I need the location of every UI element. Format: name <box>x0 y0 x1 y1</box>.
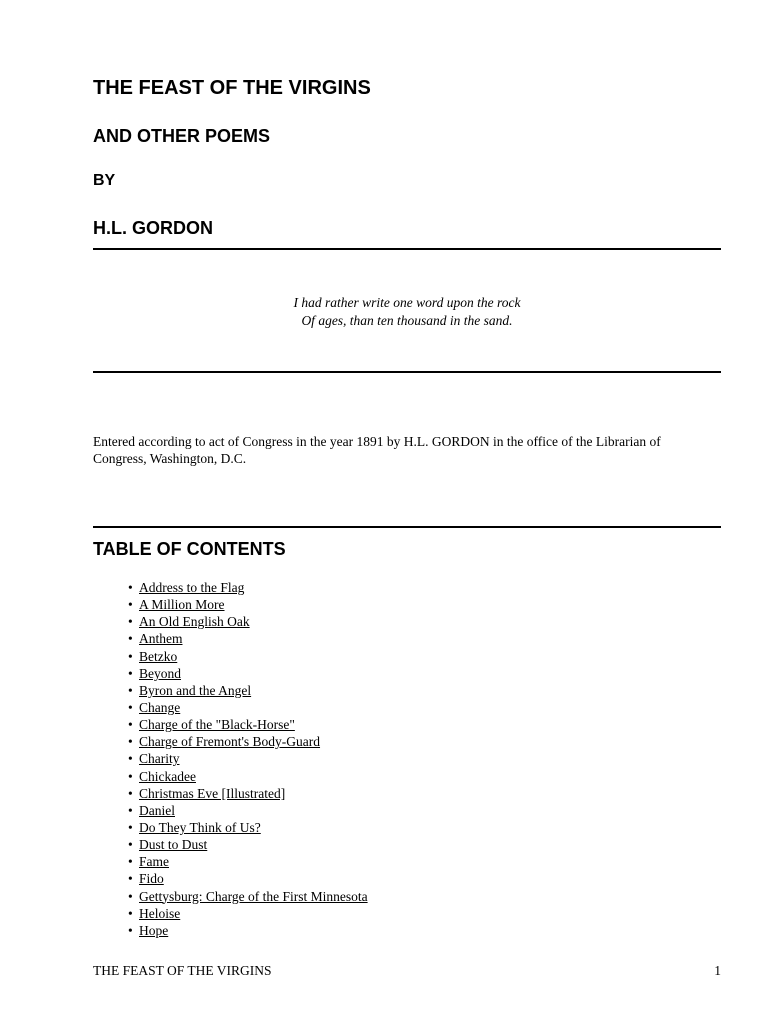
toc-link[interactable]: Change <box>139 699 181 715</box>
toc-item <box>128 785 368 802</box>
toc-item <box>128 733 368 750</box>
toc-link[interactable]: A Million More <box>139 597 225 613</box>
toc-item <box>128 802 368 819</box>
bullet-icon: • <box>128 802 133 818</box>
toc-item <box>128 870 368 887</box>
book-title: THE FEAST OF THE VIRGINS <box>93 77 371 99</box>
bullet-icon: • <box>128 648 133 664</box>
toc-item <box>128 836 368 853</box>
bullet-icon: • <box>128 614 133 630</box>
epigraph <box>93 294 721 330</box>
toc-item <box>128 665 368 682</box>
bullet-icon: • <box>128 905 133 921</box>
toc-item <box>128 888 368 905</box>
bullet-icon: • <box>128 922 133 938</box>
bullet-icon: • <box>128 580 133 595</box>
toc-item <box>128 819 368 836</box>
toc-link[interactable]: Heloise <box>139 905 181 921</box>
bullet-icon: • <box>128 597 133 613</box>
toc-link[interactable]: Christmas Eve [Illustrated] <box>139 785 286 801</box>
toc-link[interactable]: Hope <box>139 922 169 938</box>
divider-rule <box>93 248 721 250</box>
toc-link[interactable]: An Old English Oak <box>139 614 250 630</box>
bullet-icon: • <box>128 854 133 870</box>
bullet-icon: • <box>128 837 133 853</box>
toc-link[interactable]: Address to the Flag <box>139 580 245 595</box>
bullet-icon: • <box>128 665 133 681</box>
toc-item <box>128 579 368 596</box>
bullet-icon: • <box>128 871 133 887</box>
toc-item <box>128 853 368 870</box>
toc-link[interactable]: Byron and the Angel <box>139 682 252 698</box>
toc-item <box>128 613 368 630</box>
toc-link[interactable]: Gettysburg: Charge of the First Minnesota <box>139 888 368 904</box>
toc-link[interactable]: Charge of the "Black-Horse" <box>139 717 295 733</box>
divider-rule <box>93 371 721 373</box>
toc-link[interactable]: Charity <box>139 751 180 767</box>
toc-item <box>128 682 368 699</box>
toc-link[interactable]: Fido <box>139 871 164 887</box>
toc-list <box>128 579 368 939</box>
bullet-icon: • <box>128 631 133 647</box>
toc-link[interactable]: Anthem <box>139 631 183 647</box>
toc-link[interactable]: Do They Think of Us? <box>139 819 261 835</box>
toc-link[interactable]: Betzko <box>139 648 178 664</box>
toc-item <box>128 648 368 665</box>
author-name: H.L. GORDON <box>93 218 213 238</box>
toc-link[interactable]: Fame <box>139 854 169 870</box>
toc-item <box>128 750 368 767</box>
toc-item <box>128 905 368 922</box>
bullet-icon: • <box>128 717 133 733</box>
toc-link[interactable]: Charge of Fremont's Body-Guard <box>139 734 321 750</box>
footer-running-title: THE FEAST OF THE VIRGINS <box>93 963 272 978</box>
toc-link[interactable]: Chickadee <box>139 768 196 784</box>
toc-item <box>128 630 368 647</box>
bullet-icon: • <box>128 785 133 801</box>
bullet-icon: • <box>128 768 133 784</box>
bullet-icon: • <box>128 682 133 698</box>
toc-item <box>128 716 368 733</box>
bullet-icon: • <box>128 734 133 750</box>
epigraph-line: I had rather write one word upon the rock <box>293 295 521 310</box>
book-subtitle: AND OTHER POEMS <box>93 126 271 146</box>
divider-rule <box>93 526 721 528</box>
copyright-notice: Entered according to act of Congress in the year 1891 by H.L. GORDON in the office of the Librarian of Congress, Washington, D.C. <box>93 434 661 466</box>
bullet-icon: • <box>128 819 133 835</box>
toc-heading: TABLE OF CONTENTS <box>93 539 286 559</box>
toc-link[interactable]: Daniel <box>139 802 175 818</box>
by-line: BY <box>93 172 116 189</box>
epigraph-line: Of ages, than ten thousand in the sand. <box>301 313 513 328</box>
toc-item <box>128 768 368 785</box>
toc-item <box>128 922 368 939</box>
toc-link[interactable]: Dust to Dust <box>139 837 208 853</box>
bullet-icon: • <box>128 751 133 767</box>
toc-link[interactable]: Beyond <box>139 665 181 681</box>
bullet-icon: • <box>128 699 133 715</box>
toc-item <box>128 596 368 613</box>
toc-item <box>128 699 368 716</box>
footer-page-number: 1 <box>714 963 721 978</box>
bullet-icon: • <box>128 888 133 904</box>
